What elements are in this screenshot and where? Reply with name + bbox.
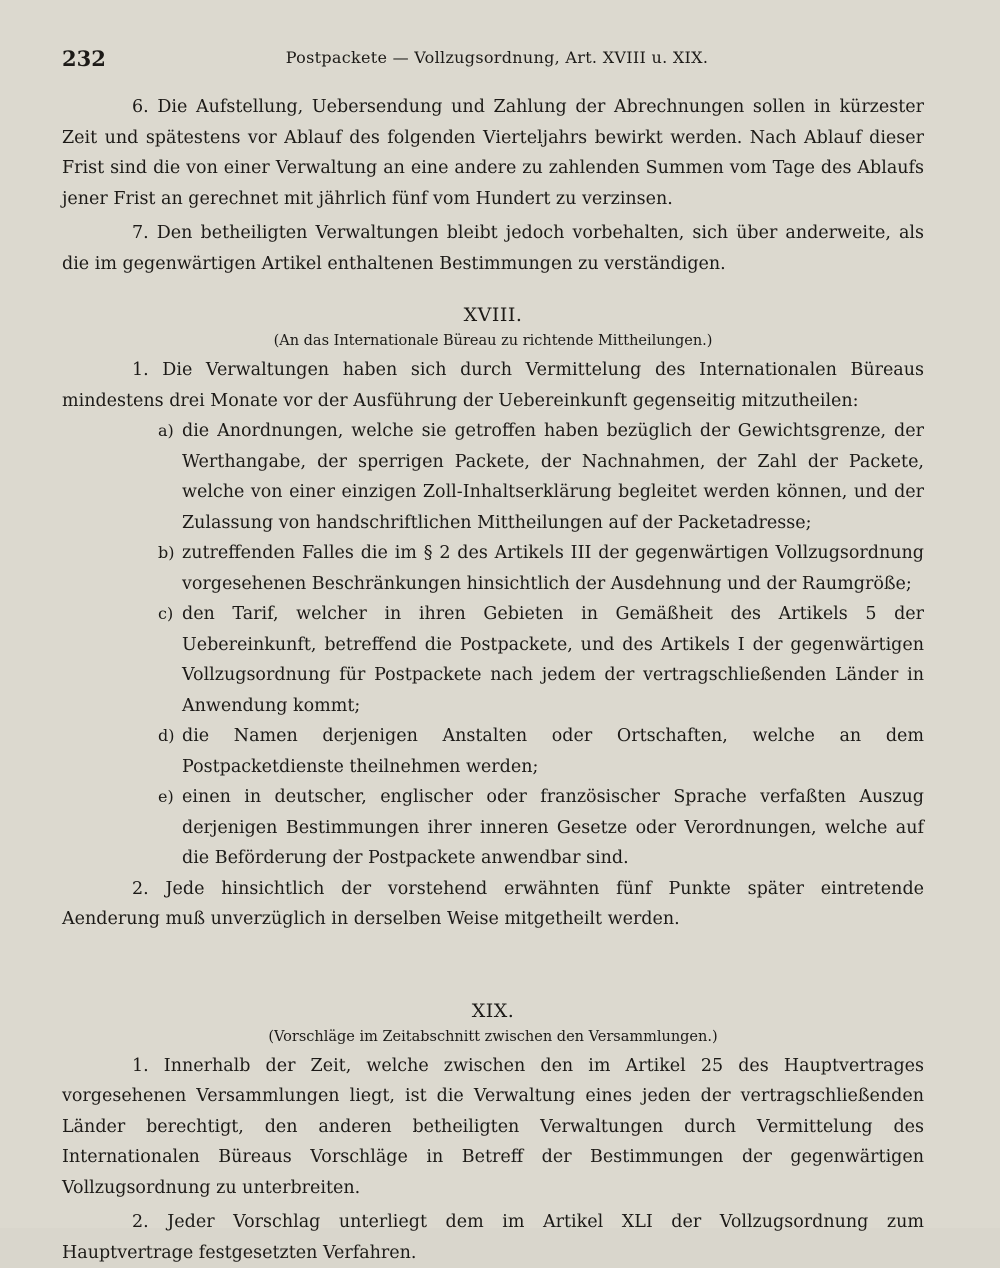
page-body xyxy=(62,92,924,1268)
list-marker: a) xyxy=(158,421,174,440)
list-marker: e) xyxy=(158,787,174,806)
paragraph-6: 6. Die Aufstellung, Uebersendung und Zahlung der Abrechnungen sollen in kürzester Zeit und spätestens vor Ablauf des folgenden Vierteljahrs bewirkt werden. Nach Ablauf dieser Frist sind die von einer Verwaltung an eine andere zu zahlenden Summen vom Tage des Ablaufs jener Frist an gerechnet mit jährlich fünf vom Hundert zu verzinsen. xyxy=(62,97,924,209)
section-xviii-paragraph-2: 2. Jede hinsichtlich der vorstehend erwähnten fünf Punkte später eintretende Aenderung muß unverzüglich in derselben Weise mitgetheilt werden. xyxy=(62,878,924,929)
section-subtitle-xix: (Vorschläge im Zeitabschnitt zwischen den Versammlungen.) xyxy=(268,1028,718,1045)
list-item-text: die Namen derjenigen Anstalten oder Ortschaften, welche an dem Postpacketdienste theilnehmen werden; xyxy=(182,726,924,777)
list-item-a xyxy=(62,416,924,538)
list-item-d xyxy=(62,721,924,782)
section-subtitle-xviii: (An das Internationale Büreau zu richtende Mittheilungen.) xyxy=(273,333,713,349)
list-marker: d) xyxy=(158,726,175,745)
running-head: Postpackete — Vollzugsordnung, Art. XVIII u. XIX. xyxy=(285,48,709,67)
list-marker: b) xyxy=(158,543,175,562)
list-item-text: einen in deutscher, englischer oder französischer Sprache verfaßten Auszug derjenigen Bestimmungen ihrer inneren Gesetze oder Verordnungen, welche auf die Beförderung der Postpackete anwendbar sind. xyxy=(182,787,924,868)
section-heading-xviii: XVIII. xyxy=(463,304,523,326)
list-item-text: zutreffenden Falles die im § 2 des Artikels III der gegenwärtigen Vollzugsordnung vorgesehenen Beschränkungen hinsichtlich der Ausdehnung und der Raumgröße; xyxy=(182,543,924,594)
paragraph-7: 7. Den betheiligten Verwaltungen bleibt jedoch vorbehalten, sich über anderweite, als die im gegenwärtigen Artikel enthaltenen Bestimmungen zu verständigen. xyxy=(62,223,924,274)
section-xviii-paragraph-1: 1. Die Verwaltungen haben sich durch Vermittelung des Internationalen Büreaus mindestens drei Monate vor der Ausführung der Uebereinkunft gegenseitig mitzutheilen: xyxy=(62,360,924,411)
list-item-b xyxy=(62,538,924,599)
list-item-text: die Anordnungen, welche sie getroffen haben bezüglich der Gewichtsgrenze, der Werthangabe, der sperrigen Packete, der Nachnahmen, der Zahl der Packete, welche von einer einzigen Zoll-Inhaltserklärung begleitet werden können, und der Zulassung von handschriftlichen Mittheilungen auf der Packetadresse; xyxy=(182,421,924,533)
page-number: 232 xyxy=(62,46,106,71)
list-item-e xyxy=(62,782,924,874)
section-heading-xix: XIX. xyxy=(471,999,515,1022)
list-item-text: den Tarif, welcher in ihren Gebieten in Gemäßheit des Artikels 5 der Uebereinkunft, betreffend die Postpackete, und des Artikels I der gegenwärtigen Vollzugsordnung für Postpackete nach jedem der vertragschließenden Länder in Anwendung kommt; xyxy=(182,604,924,716)
section-xix-paragraph-2: 2. Jeder Vorschlag unterliegt dem im Artikel XLI der Vollzugsordnung zum Hauptvertrage festgesetzten Verfahren. xyxy=(62,1212,924,1263)
list-marker: c) xyxy=(158,604,174,623)
section-xix-paragraph-1: 1. Innerhalb der Zeit, welche zwischen den im Artikel 25 des Hauptvertrages vorgesehenen Versammlungen liegt, ist die Verwaltung eines jeden der vertragschließenden Länder berechtigt, den anderen betheiligten Verwaltungen durch Vermittelung des Internationalen Büreaus Vorschläge in Betreff der Bestimmungen der gegenwärtigen Vollzugsordnung zu unterbreiten. xyxy=(62,1055,924,1198)
page-header xyxy=(62,46,932,76)
list-item-c xyxy=(62,599,924,721)
